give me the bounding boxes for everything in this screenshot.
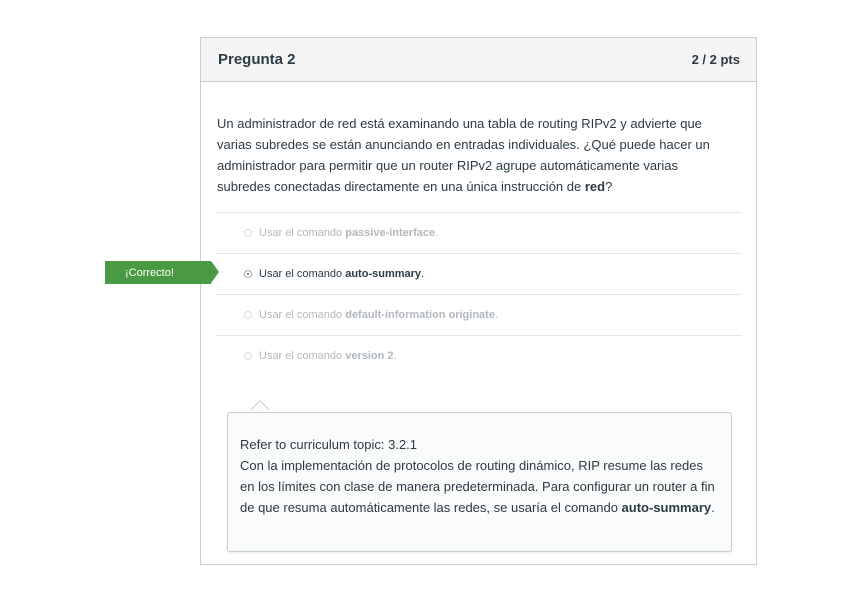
radio-button-selected[interactable] — [244, 270, 252, 278]
answer-label: Usar el comando passive-interface. — [259, 227, 439, 239]
question-points: 2 / 2 pts — [691, 52, 740, 67]
question-text-main: Un administrador de red está examinando una tabla de routing RIPv2 y advierte que varias subredes se están anunciando en entradas individuales. ¿Qué puede hacer un administrador para permitir que un router RIPv2 agrupe automáticamente varias subredes conectadas directamente en una única instrucción de — [217, 116, 710, 194]
radio-button[interactable] — [244, 311, 252, 319]
answer-label: Usar el comando auto-summary. — [259, 268, 425, 280]
answer-option-2[interactable] — [217, 253, 742, 294]
radio-button[interactable] — [244, 352, 252, 360]
feedback-box — [227, 412, 732, 552]
question-text-end: ? — [605, 179, 613, 194]
answer-option-1[interactable] — [217, 212, 742, 253]
answer-list — [217, 212, 742, 376]
question-header — [201, 38, 756, 82]
feedback-body: Con la implementación de protocolos de routing dinámico, RIP resume las redes en los límites con clase de manera predeterminada. Para configurar un router a fin de que resuma automáticamente las redes, se usaría el comando auto-summary. — [240, 458, 715, 515]
answer-option-3[interactable] — [217, 294, 742, 335]
answer-option-4[interactable] — [217, 335, 742, 376]
feedback-topic: Refer to curriculum topic: 3.2.1 — [240, 437, 418, 452]
question-text — [217, 113, 729, 197]
question-text-bold: red — [584, 179, 606, 194]
correct-answer-flag: ¡Correcto! — [105, 261, 211, 284]
answer-label: Usar el comando default-information originate. — [259, 309, 499, 321]
question-title: Pregunta 2 — [218, 51, 296, 68]
radio-button[interactable] — [244, 229, 252, 237]
answer-label: Usar el comando version 2. — [259, 350, 397, 362]
